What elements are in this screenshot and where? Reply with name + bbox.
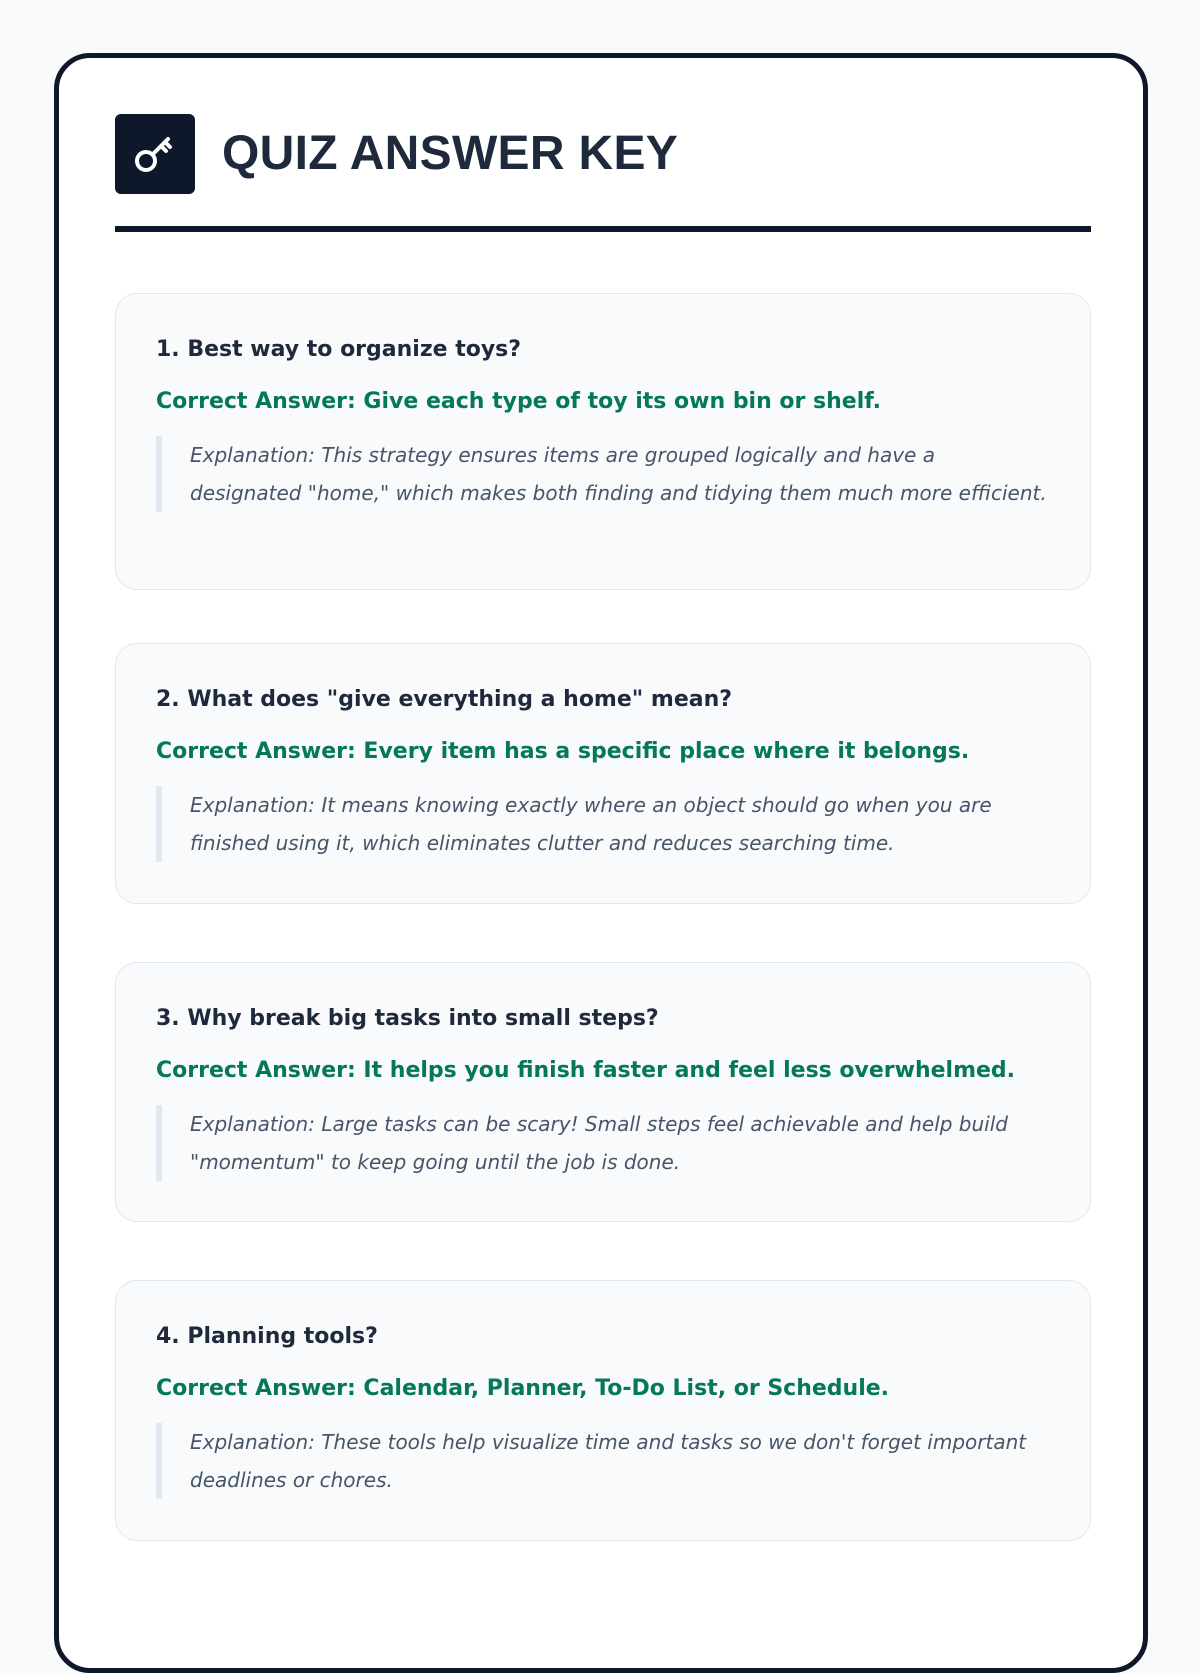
question-card [115, 1280, 1091, 1541]
answer-key-sheet [54, 53, 1148, 1673]
question-text: 1. Best way to organize toys? [156, 337, 522, 362]
question-text: 3. Why break big tasks into small steps? [156, 1006, 659, 1031]
correct-answer: Correct Answer: Calendar, Planner, To-Do List, or Schedule. [156, 1376, 890, 1401]
question-card [115, 293, 1091, 590]
question-text: 4. Planning tools? [156, 1324, 378, 1349]
page-title: QUIZ ANSWER KEY [222, 127, 679, 180]
question-card [115, 962, 1091, 1222]
header [115, 114, 1091, 232]
key-icon [129, 128, 181, 180]
explanation: Explanation: This strategy ensures items are grouped logically and have a designated "home," which makes both finding and tidying them much more efficient. [156, 436, 1050, 512]
key-logo [115, 114, 195, 194]
question-text: 2. What does "give everything a home" mean? [156, 687, 733, 712]
correct-answer: Correct Answer: It helps you finish faster and feel less overwhelmed. [156, 1058, 1016, 1083]
explanation: Explanation: Large tasks can be scary! Small steps feel achievable and help build "momentum" to keep going until the job is done. [156, 1105, 1050, 1181]
correct-answer: Correct Answer: Every item has a specific place where it belongs. [156, 739, 970, 764]
correct-answer: Correct Answer: Give each type of toy its own bin or shelf. [156, 389, 881, 414]
explanation: Explanation: It means knowing exactly where an object should go when you are finished using it, which eliminates clutter and reduces searching time. [156, 786, 1050, 862]
question-card [115, 643, 1091, 904]
explanation: Explanation: These tools help visualize time and tasks so we don't forget important deadlines or chores. [156, 1423, 1050, 1499]
